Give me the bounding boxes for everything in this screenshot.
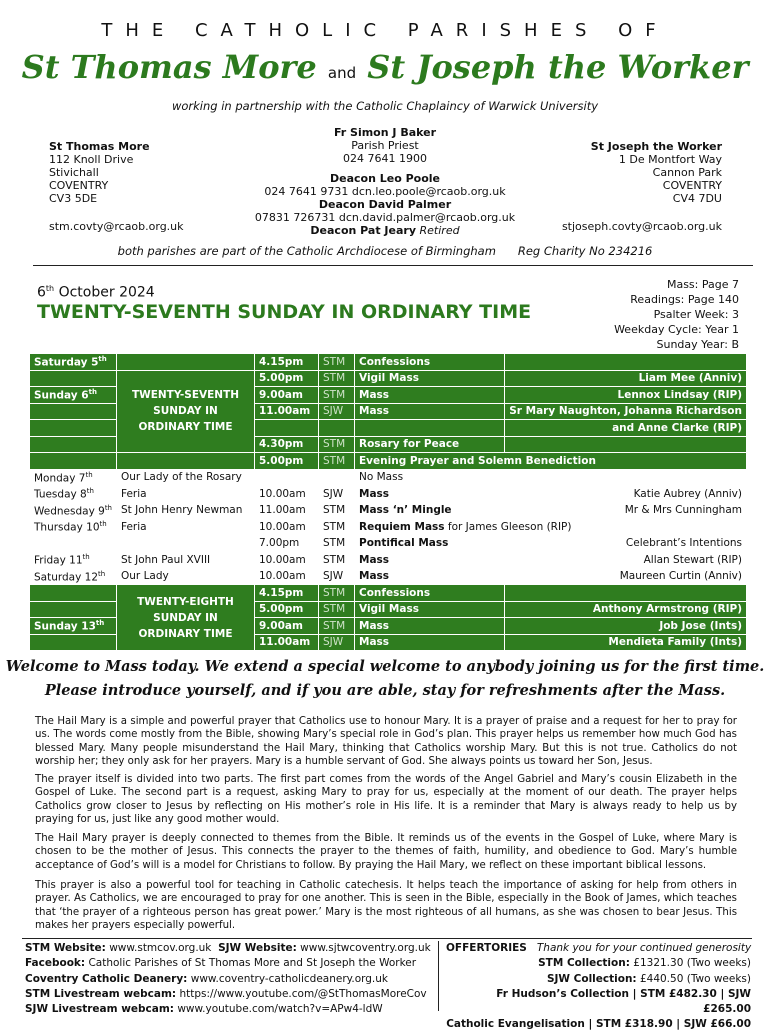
church-cell: STM [319, 519, 355, 536]
event-cell: Vigil Mass [355, 601, 505, 618]
priest-name: Fr Simon J Baker [333, 126, 437, 139]
day-label: Saturday 12 [34, 571, 99, 583]
table-row [30, 519, 747, 536]
partnership-line: working in partnership with the Catholic Chaplaincy of Warwick University [171, 99, 599, 113]
event-cell: Vigil Mass [355, 370, 505, 387]
day-label: Thursday 10 [34, 521, 100, 534]
mass-info-line: Readings: Page 140 [630, 293, 739, 306]
time-cell: 10.00am [255, 519, 319, 536]
day-sup: th [104, 503, 112, 512]
archdiocese-line: both parishes are part of the Catholic Archdiocese of Birmingham Reg Charity No 234216 [117, 244, 653, 258]
sjw-webcam-link[interactable]: www.youtube.com/watch?v=APw4-ldW [174, 1003, 383, 1016]
feast-cell: St John Henry Newman [117, 502, 255, 519]
sjw-address-block [591, 140, 722, 205]
footer-separator [438, 941, 439, 1011]
offertory-line [446, 987, 751, 1018]
day-cell [30, 552, 117, 569]
day-label: Sunday 6 [34, 389, 89, 402]
sjw-email[interactable]: stjoseph.covty@rcaob.org.uk [561, 220, 722, 233]
and-word: and [327, 64, 357, 82]
offertory-label: STM Collection: [538, 957, 630, 970]
intention-cell: Celebrant’s Intentions [505, 535, 747, 552]
stm-address-line: 112 Knoll Drive [49, 153, 134, 166]
day-label: Monday 7 [34, 472, 86, 484]
day-label: Tuesday 8 [34, 488, 87, 501]
church-cell: STM [319, 387, 355, 404]
day-cell [30, 403, 117, 420]
day-label: Saturday 5 [34, 356, 99, 369]
day-label: Wednesday 9 [34, 505, 105, 517]
parish-names [0, 48, 770, 86]
article-paragraph: This prayer is also a powerful tool for teaching in Catholic catechesis. It helps teach the importance of asking for help from others in prayer. As Catholics, we are encouraged to pray for one another. This is seen in the Bible, especially in the Book of James, which teaches that ‘the prayer of a righteous person has great power.’ Mary is the most righteous of all humans, as she was chosen to bear Jesus. This makes her prayers especially powerful. [35, 880, 737, 931]
feast-cell: Our Lady [117, 568, 255, 585]
table-row [30, 469, 747, 486]
time-cell: 5.00pm [255, 453, 319, 470]
offertory-line [446, 972, 751, 987]
event-cell: Mass [355, 568, 505, 585]
intention-cell: Liam Mee (Anniv) [505, 370, 747, 387]
feast-cell [117, 453, 255, 470]
feast-cell: Feria [117, 519, 255, 536]
stm-address-line: Stivichall [49, 166, 99, 179]
day-sup: th [88, 388, 97, 396]
time-cell: 7.00pm [255, 535, 319, 552]
event-cell: Mass [355, 486, 505, 503]
intention-cell: Mendieta Family (Ints) [505, 634, 747, 651]
time-cell: 10.00am [255, 486, 319, 503]
day-cell [30, 535, 117, 552]
church-cell: STM [319, 354, 355, 371]
offertory-value: | STM £482.30 | SJW £265.00 [629, 987, 751, 1016]
day-sup: th [85, 470, 93, 479]
deacon-contact: 024 7641 9731 dcn.leo.poole@rcaob.org.uk [264, 185, 506, 198]
article-paragraph: The Hail Mary prayer is deeply connected to themes from the Bible. It reminds us of the events in the Gospel of Luke, where Mary is chosen to be the mother of Jesus. This connects the prayer to the themes of faith, humility, and obedience to God. Mary’s humble acceptance of God’s will is a model for Christians to follow. By praying the Hail Mary, we reflect on these important biblical lessons. [35, 833, 737, 871]
footer-divider [22, 938, 752, 939]
footer-label: SJW Livestream webcam: [25, 1003, 174, 1016]
day-cell [30, 370, 117, 387]
church-cell: STM [319, 552, 355, 569]
mass-info-line: Mass: Page 7 [666, 278, 739, 291]
offertories-heading: OFFERTORIES [446, 942, 527, 954]
day-cell [30, 453, 117, 470]
sjw-address-line: CV4 7DU [672, 192, 722, 205]
welcome-line: Welcome to Mass today. We extend a special welcome to anybody joining us for the first time. [5, 658, 765, 675]
event-cell: Confessions [355, 585, 505, 602]
day-sup: th [98, 569, 106, 578]
footer-line [25, 987, 431, 1002]
clergy-block [215, 126, 555, 237]
article-paragraph: The Hail Mary is a simple and powerful prayer that Catholics use to honour Mary. It is a prayer of praise and a request for her to pray for us. The words come mostly from the Bible, showing Mary’s special role in God’s plan. This prayer helps us remember how much God has blessed Mary. Many people misunderstand the Hail Mary, thinking that Catholics worship Mary. But this is not true. Catholics do not worship her; they only ask for her prayers. Mary is a humble servant of God. She always points us toward her Son, Jesus. [35, 716, 737, 767]
table-row [30, 502, 747, 519]
priest-role: Parish Priest [351, 139, 419, 152]
offertory-value: £440.50 (Two weeks) [636, 972, 751, 985]
date-sup: th [45, 284, 55, 293]
event-cell: Mass ‘n’ Mingle [355, 502, 505, 519]
intention-cell: Allan Stewart (RIP) [505, 552, 747, 569]
mass-info [614, 277, 739, 352]
footer-label: SJW Website: [218, 942, 297, 954]
event-cell: Mass [355, 618, 505, 635]
church-cell: SJW [319, 634, 355, 651]
day-sup: th [98, 355, 107, 363]
stm-name: St Thomas More [49, 140, 150, 153]
deacon-name: Deacon Pat Jeary [310, 224, 417, 237]
day-sup: th [82, 553, 90, 561]
day-cell [30, 436, 117, 453]
church-cell: SJW [319, 486, 355, 503]
time-cell [255, 420, 319, 437]
footer-label: Coventry Catholic Deanery: [25, 972, 188, 985]
day-sup: th [99, 520, 107, 528]
mass-info-line: Sunday Year: B [656, 338, 739, 351]
parish-name-stm: St Thomas More [21, 48, 317, 86]
intention-cell: Mr & Mrs Cunningham [505, 502, 747, 519]
church-cell: STM [319, 618, 355, 635]
intention-cell: Anthony Armstrong (RIP) [505, 601, 747, 618]
feast-cell: St John Paul XVIII [117, 552, 255, 569]
sunday-date [37, 284, 155, 301]
church-cell [319, 469, 355, 486]
feast-cell [117, 535, 255, 552]
time-cell: 4.15pm [255, 585, 319, 602]
footer-line [25, 972, 431, 987]
offertory-line [446, 956, 751, 971]
sjw-address-line: COVENTRY [662, 179, 722, 192]
stm-email[interactable]: stm.covty@rcaob.org.uk [49, 220, 184, 233]
stm-website-link[interactable]: www.stmcov.org.uk [105, 942, 219, 954]
time-cell: 5.00pm [255, 370, 319, 387]
event-cell [355, 519, 747, 536]
table-row [30, 568, 747, 585]
church-cell [319, 420, 355, 437]
deacon-contact: 07831 726731 dcn.david.palmer@rcaob.org.uk [254, 211, 516, 224]
feast-cell: Feria [117, 486, 255, 503]
sjw-name: St Joseph the Worker [590, 140, 722, 153]
offertory-label: SJW Collection: [546, 972, 637, 985]
mass-info-line: Weekday Cycle: Year 1 [614, 323, 739, 336]
intention-cell: Job Jose (Ints) [505, 618, 747, 635]
time-cell: 11.00am [255, 403, 319, 420]
welcome-line: Please introduce yourself, and if you are able, stay for refreshments after the Mass. [44, 682, 726, 699]
table-row [30, 585, 747, 602]
day-cell [30, 486, 117, 503]
time-cell: 9.00am [255, 618, 319, 635]
day-sup: th [95, 619, 105, 627]
church-cell: SJW [319, 403, 355, 420]
event-cell: Pontifical Mass [355, 535, 505, 552]
time-cell: 4.30pm [255, 436, 319, 453]
event-label: Requiem Mass [359, 520, 445, 533]
event-cell: Mass [355, 634, 505, 651]
stm-address-block [49, 140, 150, 205]
liturgical-title: TWENTY-SEVENTH SUNDAY IN ORDINARY TIME [37, 301, 532, 323]
church-cell: STM [319, 370, 355, 387]
intention-cell: Katie Aubrey (Anniv) [505, 486, 747, 503]
offertory-value: £1321.30 (Two weeks) [629, 957, 751, 970]
feast-cell: TWENTY-EIGHTH SUNDAY IN ORDINARY TIME [117, 585, 255, 651]
footer-label: STM Livestream webcam: [25, 987, 177, 1000]
time-cell: 10.00am [255, 552, 319, 569]
time-cell [255, 469, 319, 486]
event-cell: Mass [355, 387, 505, 404]
priest-phone: 024 7641 1900 [343, 152, 427, 165]
time-cell: 4.15pm [255, 354, 319, 371]
stm-webcam-link[interactable]: https://www.youtube.com/@StThomasMoreCov [176, 987, 427, 1000]
day-cell [30, 387, 117, 404]
deacon-name: Deacon David Palmer [318, 198, 452, 211]
intention-cell [505, 354, 747, 371]
table-row [30, 486, 747, 503]
intention-cell: Lennox Lindsay (RIP) [505, 387, 747, 404]
mass-schedule-table [29, 353, 747, 651]
church-cell: STM [319, 601, 355, 618]
event-cell: Evening Prayer and Solemn Benediction [355, 453, 747, 470]
church-cell: STM [319, 585, 355, 602]
day-cell [30, 502, 117, 519]
event-suffix: for James Gleeson (RIP) [444, 520, 572, 533]
day-cell [30, 634, 117, 651]
welcome-message [0, 655, 770, 703]
stm-address-line: COVENTRY [49, 179, 109, 192]
intention-cell: Sr Mary Naughton, Johanna Richardson [505, 403, 747, 420]
feast-cell [117, 354, 255, 371]
time-cell: 9.00am [255, 387, 319, 404]
feast-cell: Our Lady of the Rosary [117, 469, 255, 486]
stm-address-line: CV3 5DE [49, 192, 98, 205]
sjw-website-link[interactable]: www.sjtwcoventry.org.uk [296, 942, 431, 954]
day-label: Sunday 13 [34, 620, 96, 633]
header-line: THE CATHOLIC PARISHES OF [101, 20, 669, 41]
offertories-block [446, 941, 751, 1033]
offertory-value: | STM £318.90 | SJW £66.00 [584, 1018, 751, 1031]
mass-info-line: Psalter Week: 3 [653, 308, 739, 321]
intention-cell [505, 585, 747, 602]
day-sup: th [86, 487, 94, 495]
table-row [30, 354, 747, 371]
event-cell: Mass [355, 552, 505, 569]
church-cell: STM [319, 502, 355, 519]
day-cell [30, 354, 117, 371]
intention-cell: Maureen Curtin (Anniv) [505, 568, 747, 585]
facebook-link[interactable]: Catholic Parishes of St Thomas More and St Joseph the Worker [85, 957, 417, 970]
event-cell: Mass [355, 403, 505, 420]
event-cell: Confessions [355, 354, 505, 371]
event-cell [355, 420, 505, 437]
table-row [30, 453, 747, 470]
event-cell: Rosary for Peace [355, 436, 505, 453]
time-cell: 10.00am [255, 568, 319, 585]
day-label: Friday 11 [34, 554, 83, 567]
day-cell [30, 519, 117, 536]
time-cell: 11.00am [255, 634, 319, 651]
sjw-address-line: Cannon Park [652, 166, 722, 179]
table-row [30, 535, 747, 552]
church-cell: STM [319, 535, 355, 552]
intention-cell: and Anne Clarke (RIP) [505, 420, 747, 437]
footer-line [25, 956, 431, 971]
parish-name-sjw: St Joseph the Worker [367, 48, 749, 86]
offertories-thanks: Thank you for your continued generosity [536, 942, 752, 954]
day-cell [30, 568, 117, 585]
day-cell [30, 420, 117, 437]
footer-line [25, 941, 431, 956]
deacon-name: Deacon Leo Poole [329, 172, 441, 185]
footer-line [25, 1002, 431, 1017]
deanery-link[interactable]: www.coventry-catholicdeanery.org.uk [187, 972, 388, 985]
table-row [30, 370, 747, 387]
article-paragraph: The prayer itself is divided into two parts. The first part comes from the words of the Angel Gabriel and Mary’s cousin Elizabeth in the Gospel of Luke. The second part is a request, asking Mary to pray for us, especially at the moment of our death. The prayer helps Catholics grow closer to Jesus by reflecting on His mother’s role in His life. It is a reminder that Mary is always ready to help us by praying for us, just like any good mother would. [35, 774, 737, 825]
day-cell [30, 601, 117, 618]
deacon-status: Retired [419, 224, 460, 237]
offertory-label: Fr Hudson’s Collection [496, 987, 629, 1000]
intention-cell [505, 469, 747, 486]
date-day: 6 [37, 284, 46, 301]
day-cell [30, 469, 117, 486]
sjw-address-line: 1 De Montfort Way [618, 153, 722, 166]
event-cell: No Mass [355, 469, 505, 486]
time-cell: 5.00pm [255, 601, 319, 618]
intention-cell [505, 436, 747, 453]
date-rest: October 2024 [54, 284, 155, 301]
footer-label: Facebook: [25, 957, 86, 970]
day-cell [30, 618, 117, 635]
church-cell: SJW [319, 568, 355, 585]
offertory-line [446, 1017, 751, 1032]
table-row [30, 552, 747, 569]
offertory-label: Catholic Evangelisation [446, 1018, 585, 1031]
offertories-header [446, 941, 751, 956]
divider [33, 265, 753, 266]
footer-links [25, 941, 431, 1017]
church-cell: STM [319, 436, 355, 453]
time-cell: 11.00am [255, 502, 319, 519]
footer-label: STM Website: [25, 942, 106, 954]
church-cell: STM [319, 453, 355, 470]
day-cell [30, 585, 117, 602]
feast-cell: TWENTY-SEVENTH SUNDAY IN ORDINARY TIME [117, 370, 255, 453]
